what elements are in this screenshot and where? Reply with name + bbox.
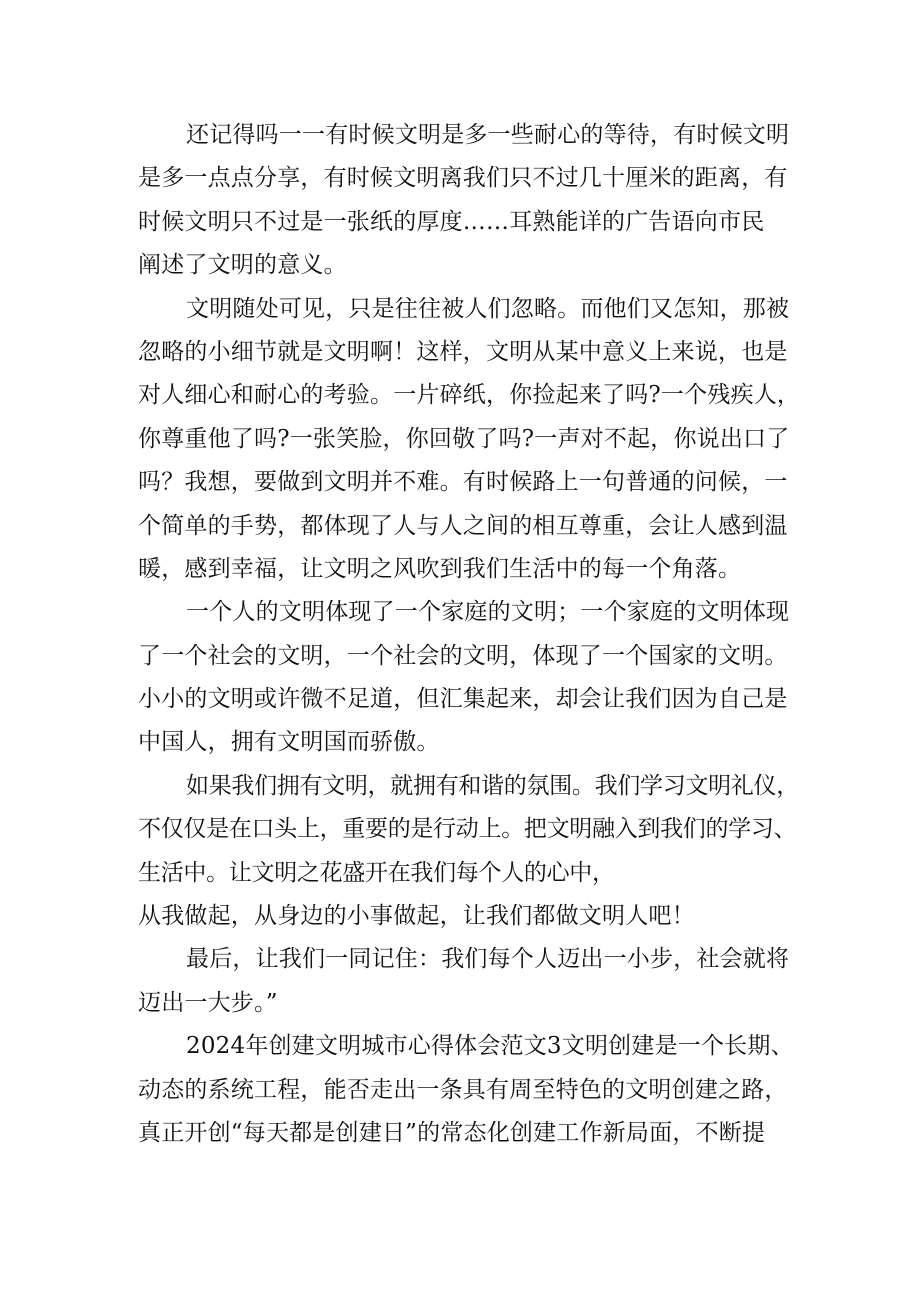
text-line: 暖，感到幸福，让文明之风吹到我们生活中的每一个角落。 — [138, 555, 742, 582]
text-line: 最后，让我们一同记住：我们每个人迈出一小步，社会就将 — [186, 946, 790, 973]
text-line: 迈出一大步。” — [138, 989, 278, 1016]
text-line: 真正开创“每天都是创建日”的常态化创建工作新局面，不断提 — [138, 1119, 766, 1146]
text-line: 小小的文明或许微不足道，但汇集起来，却会让我们因为自己是 — [138, 686, 788, 713]
text-line: 你尊重他了吗?一张笑脸，你回敬了吗?一声对不起，你说出口了 — [138, 425, 790, 452]
text-line: 对人细心和耐心的考验。一片碎纸，你捡起来了吗?一个残疾人， — [138, 382, 801, 409]
text-line: 还记得吗一一有时候文明是多一些耐心的等待，有时候文明 — [186, 122, 790, 148]
text-line: 一个人的文明体现了一个家庭的文明；一个家庭的文明体现 — [186, 599, 790, 626]
text-line: 动态的系统工程，能否走出一条具有周至特色的文明创建之路， — [138, 1076, 788, 1103]
text-line: 文明随处可见，只是往往被人们忽略。而他们又怎知，那被 — [186, 295, 790, 322]
text-line: 是多一点点分享，有时候文明离我们只不过几十厘米的距离，有 — [138, 165, 788, 192]
document-body — [138, 114, 801, 1155]
text-line: 生活中。让文明之花盛开在我们每个人的心中， — [138, 859, 615, 886]
text-line: 如果我们拥有文明，就拥有和谐的氛围。我们学习文明礼仪， — [186, 772, 799, 799]
text-line: 阐述了文明的意义。 — [138, 252, 347, 279]
text-line: 从我做起，从身边的小事做起，让我们都做文明人吧！ — [138, 903, 695, 930]
text-line: 时候文明只不过是一张纸的厚度……耳熟能详的广告语向市民 — [138, 208, 765, 235]
text-line: 不仅仅是在口头上，重要的是行动上。把文明融入到我们的学习、 — [138, 816, 797, 843]
text-line: 中国人，拥有文明国而骄傲。 — [138, 729, 440, 756]
text-line: 吗？我想，要做到文明并不难。有时候路上一句普通的问候，一 — [138, 469, 788, 496]
text-line: 2024年创建文明城市心得体会范文3文明创建是一个长期、 — [186, 1033, 794, 1060]
text-line: 忽略的小细节就是文明啊！这样，文明从某中意义上来说，也是 — [138, 338, 788, 365]
text-line: 个简单的手势，都体现了人与人之间的相互尊重，会让人感到温 — [138, 512, 788, 539]
text-line: 了一个社会的文明，一个社会的文明，体现了一个国家的文明。 — [138, 642, 788, 669]
